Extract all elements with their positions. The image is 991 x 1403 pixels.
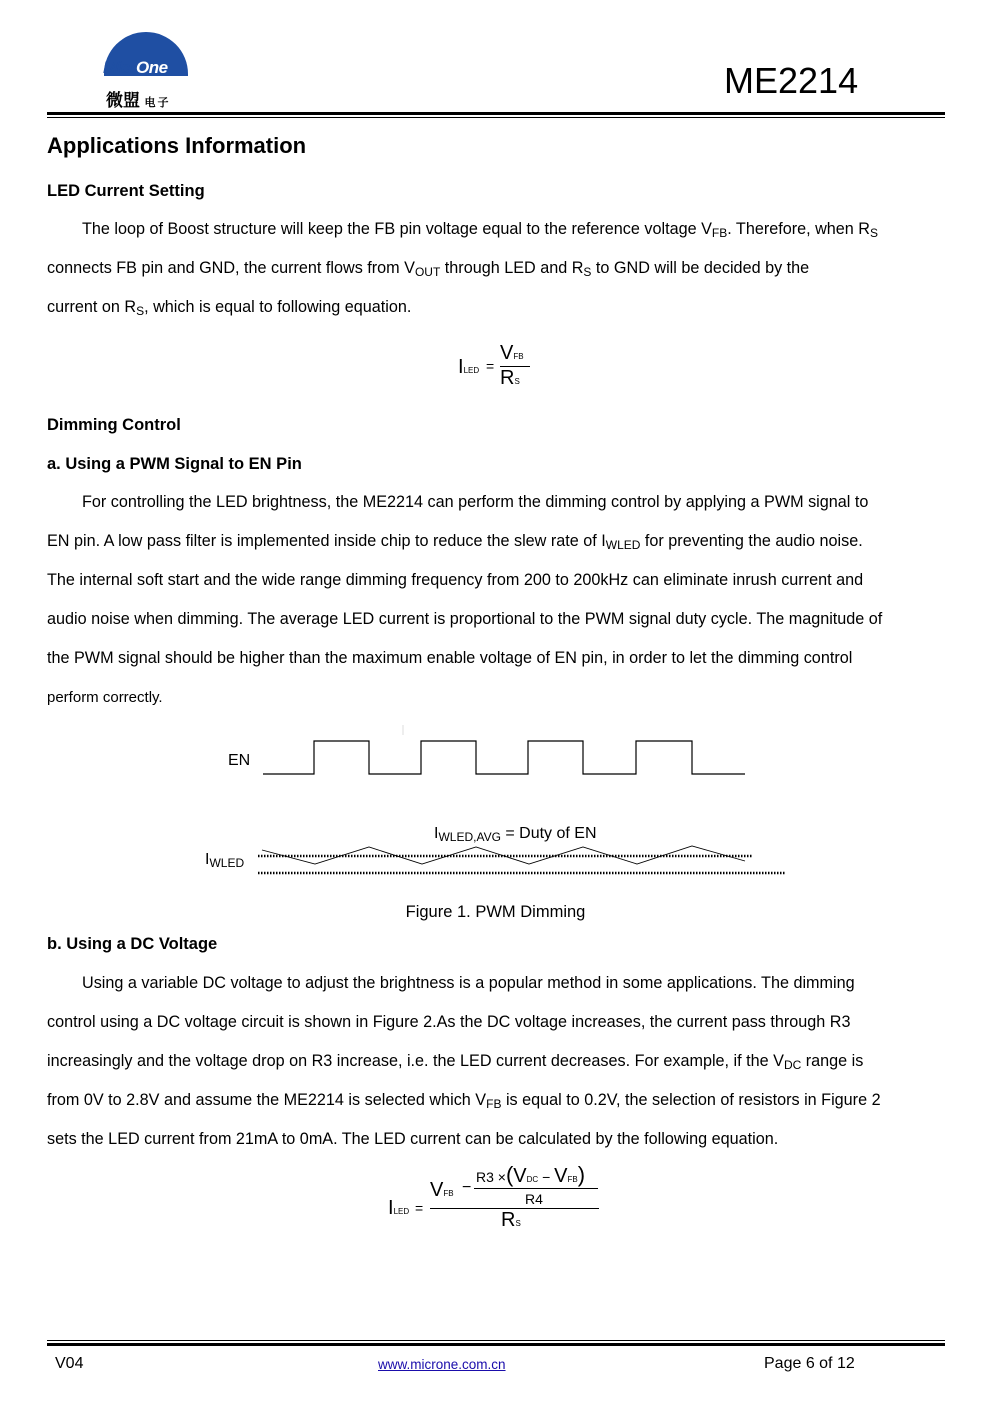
section-heading-dimming: Dimming Control bbox=[47, 416, 181, 434]
equation-led-current bbox=[456, 342, 546, 392]
figure-pwm-dimming bbox=[200, 725, 800, 890]
pwm-line-1: For controlling the LED brightness, the ME2214 can perform the dimming control by applying a PWM signal to bbox=[82, 493, 869, 511]
eq1-denominator: RS bbox=[500, 367, 520, 389]
header-rule bbox=[47, 112, 945, 115]
logo-english-right: One bbox=[135, 58, 168, 77]
dc-line-3: increasingly and the voltage drop on R3 increase, i.e. the LED current decreases. For example, if the $V_{DC}$ range is bbox=[47, 1052, 864, 1072]
eq2-lhs: ILED bbox=[388, 1197, 410, 1219]
eq2-vfb: VFB bbox=[430, 1179, 454, 1201]
footer-page-number: Page 6 of 12 bbox=[764, 1355, 855, 1372]
equation-dc-current bbox=[386, 1160, 616, 1240]
paragraph-led-current bbox=[47, 210, 947, 327]
eq2-minus: − bbox=[462, 1179, 472, 1196]
eq1-equals: = bbox=[486, 358, 495, 374]
logo-english bbox=[103, 58, 168, 78]
pwm-line-5: the PWM signal should be higher than the maximum enable voltage of EN pin, in order to let the dimming control bbox=[47, 649, 853, 667]
eq1-lhs: ILED bbox=[458, 356, 480, 378]
eq2-inner-denominator: R4 bbox=[525, 1191, 543, 1207]
logo-chinese bbox=[106, 86, 170, 111]
pwm-line-3: The internal soft start and the wide range dimming frequency from 200 to 200kHz can eliminate inrush current and bbox=[47, 571, 864, 589]
eq2-inner-fraction-bar bbox=[474, 1188, 598, 1189]
led-current-line-1: The loop of Boost structure will keep the FB pin voltage equal to the reference voltage $V_{FB}$. Therefore, when $R_S$ bbox=[82, 220, 879, 240]
figure-iwled-label: $I_{WLED}$ bbox=[205, 851, 245, 870]
footer-rule-thick bbox=[47, 1343, 945, 1346]
eq2-inner-numerator: R3 ×(VDC − VFB) bbox=[476, 1162, 586, 1187]
figure-en-label: EN bbox=[228, 752, 251, 769]
section-heading-led-current: LED Current Setting bbox=[47, 182, 205, 200]
dc-line-1: Using a variable DC voltage to adjust the brightness is a popular method in some applications. The dimming bbox=[82, 974, 855, 992]
subsection-heading-pwm: a. Using a PWM Signal to EN Pin bbox=[47, 455, 302, 473]
eq1-numerator: VFB bbox=[500, 342, 524, 364]
footer-website-link[interactable]: www.microne.com.cn bbox=[378, 1357, 506, 1372]
pwm-line-4: audio noise when dimming. The average LED current is proportional to the PWM signal duty cycle. The magnitude of bbox=[47, 610, 883, 628]
led-current-line-2: connects FB pin and GND, the current flows from $V_{OUT}$ through LED and $R_S$ to GND will be decided by the bbox=[47, 259, 810, 279]
dc-line-5: sets the LED current from 21mA to 0mA. The LED current can be calculated by the following equation. bbox=[47, 1130, 779, 1148]
figure-avg-label: $I_{WLED,AVG}$ = Duty of EN bbox=[434, 825, 597, 844]
paragraph-pwm bbox=[47, 483, 944, 717]
dc-line-4: from 0V to 2.8V and assume the ME2214 is selected which $V_{FB}$ is equal to 0.2V, the selection of resistors in Figure 2 bbox=[47, 1091, 881, 1111]
paragraph-dc bbox=[47, 964, 947, 1159]
logo bbox=[100, 30, 192, 110]
en-waveform bbox=[200, 725, 800, 890]
led-current-line-3: current on $R_S$, which is equal to following equation. bbox=[47, 298, 412, 318]
footer-rule bbox=[47, 1340, 945, 1341]
logo-english-left: Micr bbox=[103, 58, 136, 77]
eq2-equals: = bbox=[415, 1200, 424, 1216]
footer-version: V04 bbox=[55, 1355, 84, 1372]
logo-chinese-sub: 电子 bbox=[144, 97, 171, 109]
header-rule-thin bbox=[47, 117, 945, 118]
logo-chinese-main: 微盟 bbox=[106, 91, 140, 110]
subsection-heading-dc: b. Using a DC Voltage bbox=[47, 935, 218, 953]
pwm-line-6: perform correctly. bbox=[47, 689, 163, 706]
product-name: ME2214 bbox=[724, 60, 859, 101]
pwm-line-2: EN pin. A low pass filter is implemented inside chip to reduce the slew rate of $I_{WLED}$ for preventing the audio noise. bbox=[47, 532, 863, 552]
eq2-denominator: RS bbox=[501, 1209, 521, 1231]
figure-1-caption: Figure 1. PWM Dimming bbox=[405, 903, 586, 921]
dc-line-2: control using a DC voltage circuit is shown in Figure 2.As the DC voltage increases, the current pass through R3 bbox=[47, 1013, 851, 1031]
page-title: Applications Information bbox=[47, 133, 307, 158]
